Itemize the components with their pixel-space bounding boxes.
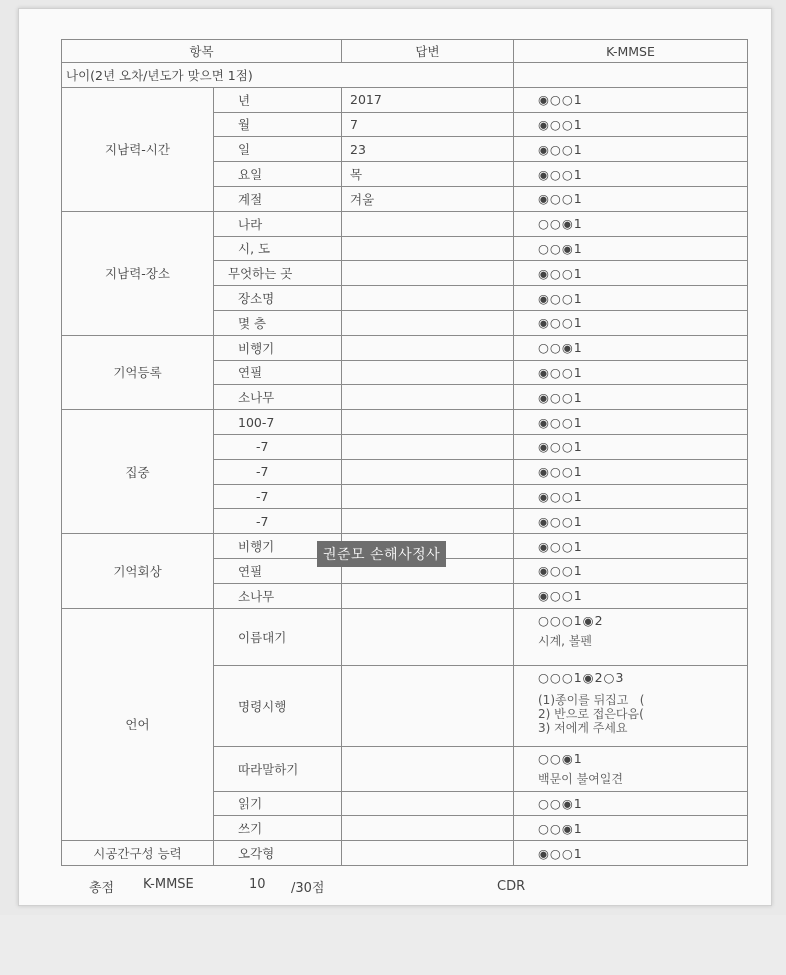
score-radio[interactable]: ◉○○1 <box>514 186 748 211</box>
item-cell: 요일 <box>214 162 342 187</box>
answer-cell <box>342 286 514 311</box>
answer-cell <box>342 583 514 608</box>
score-radio[interactable]: ◉○○1 <box>514 310 748 335</box>
item-cell: 비행기 <box>214 534 342 559</box>
answer-cell: 목 <box>342 162 514 187</box>
answer-cell <box>342 459 514 484</box>
item-cell: 읽기 <box>214 791 342 816</box>
header-answer: 답변 <box>342 40 514 63</box>
item-cell: 쓰기 <box>214 816 342 841</box>
score-radio[interactable]: ○○◉1 <box>514 791 748 816</box>
answer-cell <box>342 509 514 534</box>
score-radio-command[interactable] <box>514 665 748 746</box>
score-radio[interactable]: ◉○○1 <box>514 583 748 608</box>
page-edge <box>0 915 786 975</box>
item-cell: 계절 <box>214 186 342 211</box>
response-note: 시계, 볼펜 <box>538 633 592 648</box>
item-cell: 연필 <box>214 360 342 385</box>
age-score <box>514 63 748 88</box>
age-row <box>62 63 748 88</box>
item-cell: -7 <box>214 459 342 484</box>
score-radio[interactable]: ◉○○1 <box>514 87 748 112</box>
score-radio[interactable]: ◉○○1 <box>514 434 748 459</box>
header-row <box>62 40 748 63</box>
score-radio[interactable]: ○○◉1 <box>514 816 748 841</box>
score-radio[interactable]: ◉○○1 <box>514 841 748 866</box>
answer-cell: 2017 <box>342 87 514 112</box>
score-radio[interactable]: ◉○○1 <box>514 558 748 583</box>
item-cell: 연필 <box>214 558 342 583</box>
score-radio[interactable]: ◉○○1 <box>514 112 748 137</box>
item-cell: 명령시행 <box>214 665 342 746</box>
category-orientation-place: 지남력-장소 <box>62 211 214 335</box>
answer-cell <box>342 746 514 791</box>
category-visuospatial: 시공간구성 능력 <box>62 841 214 866</box>
item-cell: 장소명 <box>214 286 342 311</box>
answer-cell: 겨울 <box>342 186 514 211</box>
response-note: (1)종이를 뒤집고 ( 2) 반으로 접은다음( 3) 저에게 주세요 <box>538 692 645 735</box>
score-radio[interactable]: ◉○○1 <box>514 385 748 410</box>
score-radio[interactable]: ◉○○1 <box>514 410 748 435</box>
item-cell: 무엇하는 곳 <box>214 261 342 286</box>
header-kmmse: K-MMSE <box>514 40 748 63</box>
answer-cell <box>342 335 514 360</box>
answer-cell <box>342 385 514 410</box>
total-score: 10 <box>249 877 266 892</box>
table-row <box>62 608 748 665</box>
answer-cell <box>342 410 514 435</box>
cdr-label: CDR <box>497 879 526 894</box>
answer-cell <box>342 841 514 866</box>
score-radio[interactable]: ○○○1◉2○3 <box>538 669 625 685</box>
score-radio[interactable]: ◉○○1 <box>514 261 748 286</box>
item-cell: 시, 도 <box>214 236 342 261</box>
table-row <box>62 87 748 112</box>
kmmse-table <box>61 39 748 866</box>
answer-cell <box>342 608 514 665</box>
response-note: 백문이 불여일견 <box>538 771 623 786</box>
answer-cell: 7 <box>342 112 514 137</box>
score-radio[interactable]: ○○◉1 <box>514 211 748 236</box>
score-radio[interactable]: ◉○○1 <box>514 162 748 187</box>
score-radio[interactable]: ◉○○1 <box>514 459 748 484</box>
item-cell: 일 <box>214 137 342 162</box>
answer-cell <box>342 791 514 816</box>
item-cell: 몇 층 <box>214 310 342 335</box>
answer-cell <box>342 816 514 841</box>
answer-cell <box>342 261 514 286</box>
score-radio[interactable]: ○○◉1 <box>538 750 583 766</box>
item-cell: 월 <box>214 112 342 137</box>
category-attention: 집중 <box>62 410 214 534</box>
score-radio[interactable]: ○○◉1 <box>514 236 748 261</box>
header-item: 항목 <box>62 40 342 63</box>
score-radio[interactable]: ◉○○1 <box>514 484 748 509</box>
answer-cell <box>342 434 514 459</box>
score-radio-naming[interactable] <box>514 608 748 665</box>
item-cell: -7 <box>214 434 342 459</box>
category-recall: 기억회상 <box>62 534 214 608</box>
answer-cell <box>342 236 514 261</box>
item-cell: 년 <box>214 87 342 112</box>
score-radio[interactable]: ◉○○1 <box>514 509 748 534</box>
item-cell: 100-7 <box>214 410 342 435</box>
score-radio[interactable]: ◉○○1 <box>514 286 748 311</box>
item-cell: 나라 <box>214 211 342 236</box>
score-radio[interactable]: ○○◉1 <box>514 335 748 360</box>
score-radio[interactable]: ◉○○1 <box>514 534 748 559</box>
item-cell: -7 <box>214 509 342 534</box>
total-label: 총점 <box>89 881 115 896</box>
item-cell: 따라말하기 <box>214 746 342 791</box>
table-row <box>62 211 748 236</box>
item-cell: 오각형 <box>214 841 342 866</box>
score-radio[interactable]: ○○○1◉2 <box>538 612 604 628</box>
total-max: /30점 <box>291 881 325 896</box>
age-label: 나이(2년 오차/년도가 맞으면 1점) <box>62 63 514 88</box>
answer-cell <box>342 484 514 509</box>
answer-cell <box>342 211 514 236</box>
answer-cell <box>342 360 514 385</box>
table-row <box>62 410 748 435</box>
item-cell: 이름대기 <box>214 608 342 665</box>
table-row <box>62 335 748 360</box>
table-row <box>62 841 748 866</box>
category-language: 언어 <box>62 608 214 841</box>
answer-cell <box>342 665 514 746</box>
item-cell: 비행기 <box>214 335 342 360</box>
answer-cell <box>342 310 514 335</box>
score-radio[interactable]: ◉○○1 <box>514 137 748 162</box>
category-registration: 기억등록 <box>62 335 214 409</box>
score-radio-repetition[interactable] <box>514 746 748 791</box>
total-kmmse-label: K-MMSE <box>143 877 194 892</box>
category-orientation-time: 지남력-시간 <box>62 87 214 211</box>
item-cell: 소나무 <box>214 385 342 410</box>
item-cell: -7 <box>214 484 342 509</box>
score-radio[interactable]: ◉○○1 <box>514 360 748 385</box>
answer-cell: 23 <box>342 137 514 162</box>
document-paper <box>18 8 772 906</box>
item-cell: 소나무 <box>214 583 342 608</box>
stamp-overlay: 권준모 손해사정사 <box>317 541 446 567</box>
